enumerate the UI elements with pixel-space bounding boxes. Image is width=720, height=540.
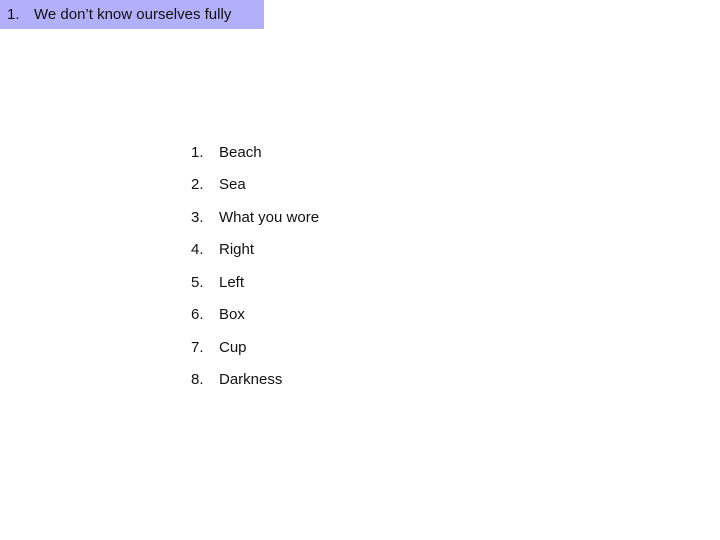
- list-item-number: 6.: [191, 306, 204, 324]
- list-item-text: Box: [219, 306, 245, 324]
- list-item: [191, 299, 319, 332]
- list-item: [191, 364, 319, 397]
- list-item-number: 8.: [191, 371, 204, 389]
- list-item-number: 7.: [191, 338, 204, 356]
- title-number: 1.: [7, 6, 20, 23]
- list-item-number: 2.: [191, 176, 204, 194]
- list-item-text: Beach: [219, 143, 262, 161]
- list-item: [191, 266, 319, 299]
- list-item-text: Right: [219, 241, 255, 259]
- list-item: [191, 201, 319, 234]
- list-item-text: Sea: [219, 176, 246, 194]
- title-text: We don’t know ourselves fully: [34, 6, 232, 23]
- list-item-number: 4.: [191, 241, 204, 259]
- list-item: [191, 331, 319, 364]
- list-item-text: Cup: [219, 338, 247, 356]
- list-item-text: What you wore: [219, 208, 320, 226]
- title-box: [0, 0, 264, 29]
- list-item-number: 1.: [191, 143, 204, 161]
- list-item-number: 5.: [191, 273, 204, 291]
- word-list: [191, 136, 319, 396]
- list-item: [191, 234, 319, 267]
- list-item-text: Left: [219, 273, 245, 291]
- list-item-text: Darkness: [219, 371, 283, 389]
- list-item-number: 3.: [191, 208, 204, 226]
- list-item: [191, 169, 319, 202]
- list-item: [191, 136, 319, 169]
